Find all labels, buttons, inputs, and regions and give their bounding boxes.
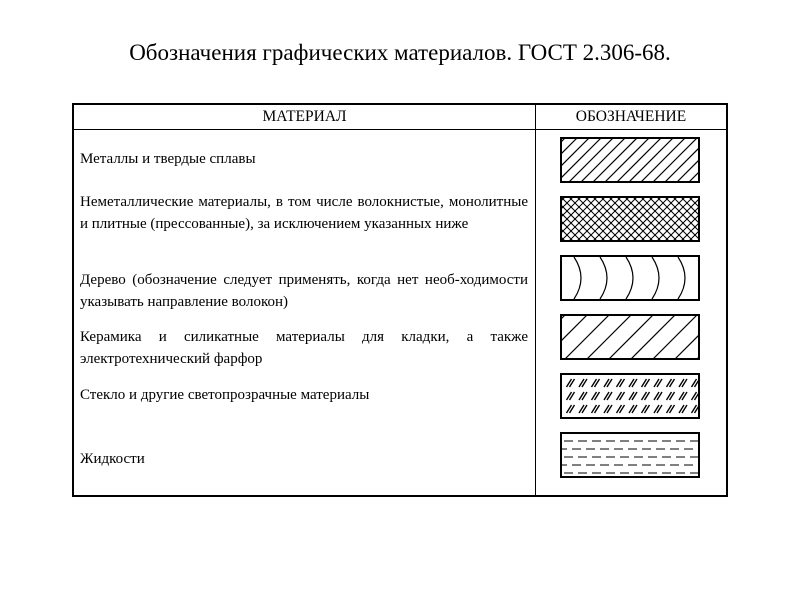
header-material: МАТЕРИАЛ: [262, 108, 347, 125]
material-text-liquids: Жидкости: [80, 451, 145, 467]
cross-hatch-icon: [560, 196, 700, 242]
material-text-glass: Стекло и другие светопрозрачные материалы: [80, 387, 370, 403]
header-symbol: ОБОЗНАЧЕНИЕ: [575, 108, 687, 125]
wood-arcs-icon: [560, 255, 700, 301]
material-text-ceramics: Керамика и силикатные материалы для кладки, а также электротехнический фарфор: [80, 329, 528, 367]
wide-diagonal-hatch-icon: [560, 314, 700, 360]
glass-hatch-icon: [560, 373, 700, 419]
column-divider: [535, 105, 536, 495]
material-text-metals: Металлы и твердые сплавы: [80, 151, 256, 167]
liquid-dashes-icon: [560, 432, 700, 478]
diagonal-hatch-icon: [560, 137, 700, 183]
materials-table: [72, 103, 728, 497]
material-text-nonmetals: Неметаллические материалы, в том числе волокнистые, монолитные и плитные (прессованные), за исключением указанных ниже: [80, 194, 528, 232]
material-text-wood: Дерево (обозначение следует применять, когда нет необ-ходимости указывать направление волокон): [80, 272, 528, 310]
page-title: Обозначения графических материалов. ГОСТ 2.306-68.: [129, 40, 671, 65]
